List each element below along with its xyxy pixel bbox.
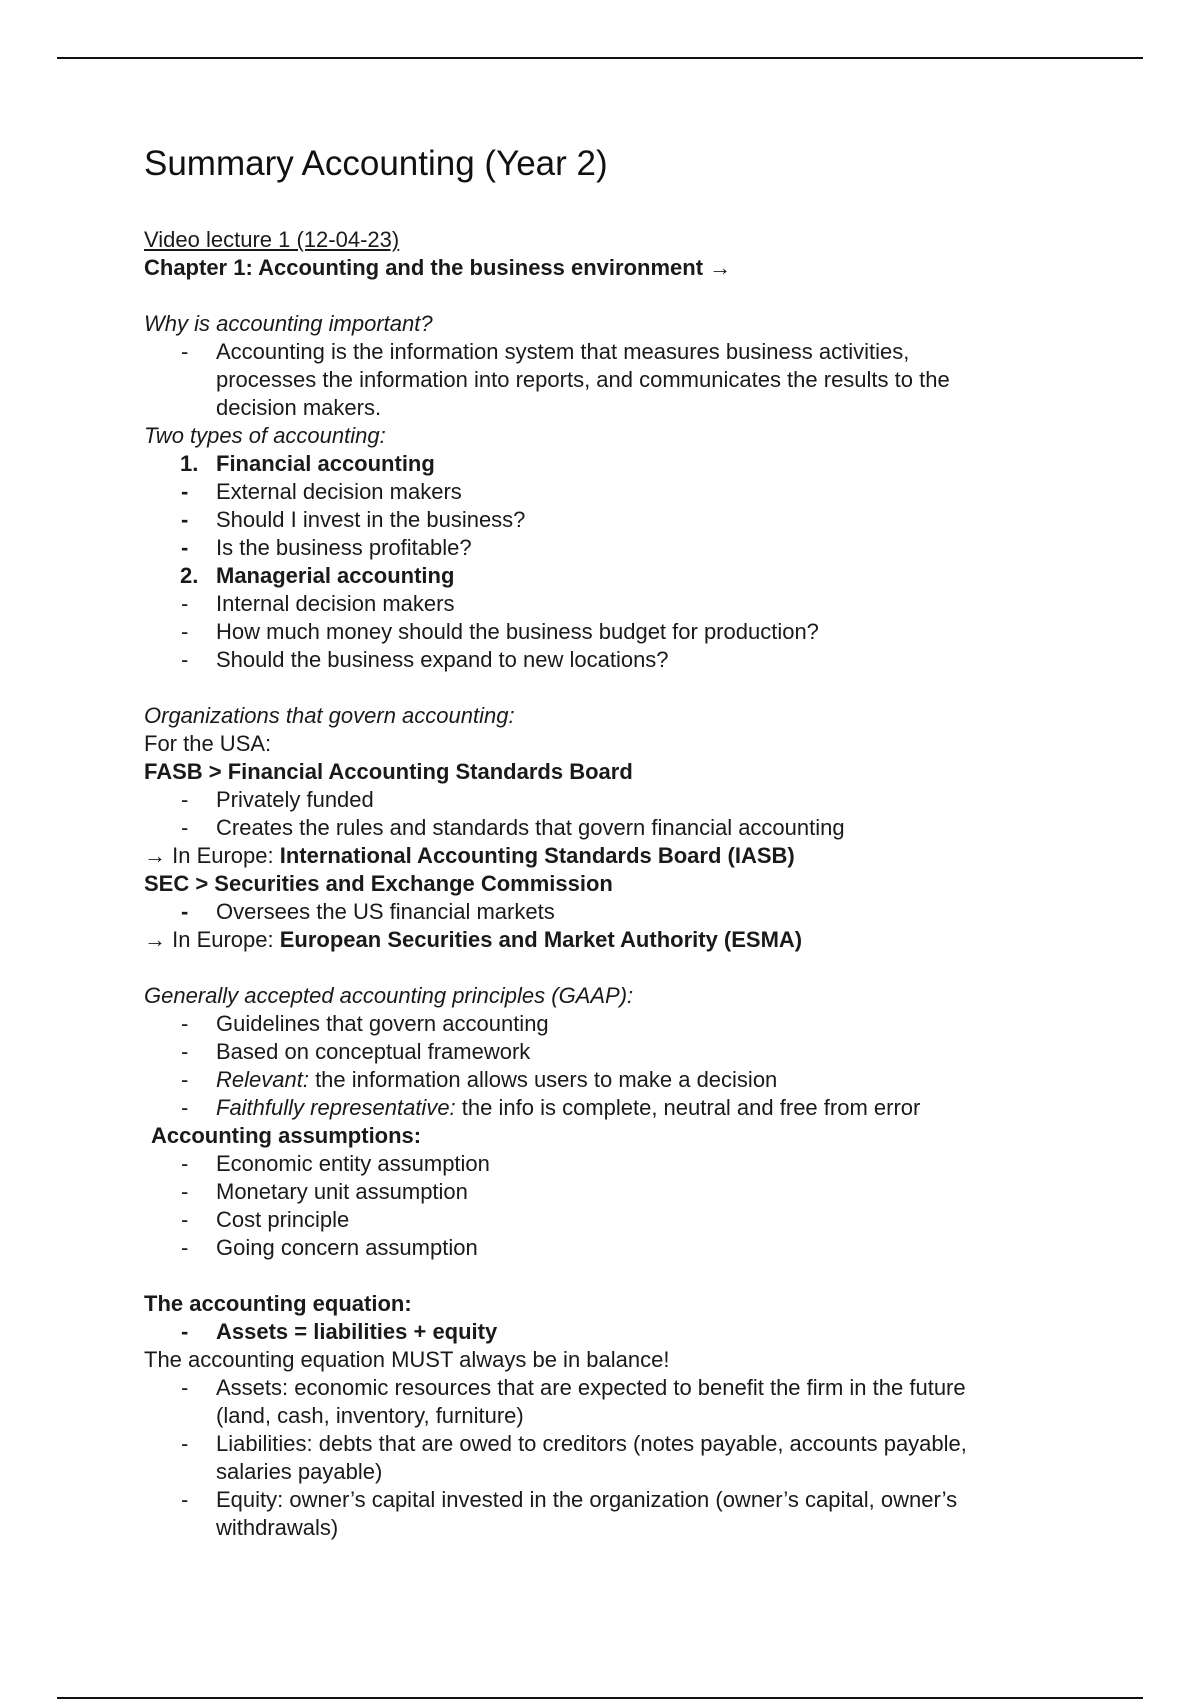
why-bullet-text: Accounting is the information system that measures business activities, processes the information into reports, and communicates the results to the decision makers. [216, 339, 950, 420]
equation-heading: The accounting equation: [144, 1291, 412, 1316]
types-heading: Two types of accounting: [144, 423, 386, 448]
list-item: - Is the business profitable? [181, 535, 472, 560]
list-item: - Cost principle [181, 1207, 350, 1232]
assumptions-heading: Accounting assumptions: [151, 1123, 422, 1148]
orgs-heading: Organizations that govern accounting: [144, 703, 515, 728]
top-rule [57, 57, 1143, 59]
sec-heading: SEC > Securities and Exchange Commission [144, 871, 613, 896]
list-item: - Economic entity assumption [181, 1151, 490, 1176]
list-item: - Guidelines that govern accounting [181, 1011, 549, 1036]
list-item: - How much money should the business budget for production? [181, 619, 819, 644]
list-item: - External decision makers [181, 479, 462, 504]
list-item: - Should the business expand to new locations? [181, 647, 669, 672]
lecture-heading: Video lecture 1 (12-04-23) [144, 227, 400, 252]
list-item: - Creates the rules and standards that govern financial accounting [181, 815, 845, 840]
list-item: - Accounting is the information system that measures business activities, processes the information into reports, and communicates the results to the decision makers. [144, 338, 1074, 422]
numbered-item-financial: 1. Financial accounting [180, 451, 435, 476]
list-item: - Internal decision makers [181, 591, 455, 616]
list-item: - Liabilities: debts that are owed to creditors (notes payable, accounts payable, salaries payable) [181, 1431, 967, 1484]
page-title: Summary Accounting (Year 2) [144, 144, 608, 183]
list-item: - Relevant: the information allows users to make a decision [181, 1067, 778, 1092]
fasb-heading: FASB > Financial Accounting Standards Board [144, 759, 633, 784]
europe-iasb-line: → In Europe: International Accounting Standards Board (IASB) [144, 843, 795, 868]
list-item: - Equity: owner’s capital invested in the organization (owner’s capital, owner’s withdrawals) [181, 1487, 958, 1540]
list-item: - Assets: economic resources that are expected to benefit the firm in the future (land, cash, inventory, furniture) [181, 1375, 966, 1428]
list-item: - Based on conceptual framework [181, 1039, 531, 1064]
document-body [144, 226, 1074, 1542]
bottom-rule [57, 1697, 1143, 1699]
europe-esma-line: → In Europe: European Securities and Market Authority (ESMA) [144, 927, 803, 952]
list-item: - Oversees the US financial markets [181, 899, 555, 924]
equation-balance-note: The accounting equation MUST always be in balance! [144, 1347, 670, 1372]
chapter-heading: Chapter 1: Accounting and the business environment → [144, 255, 732, 280]
list-item: - Privately funded [181, 787, 374, 812]
list-item: - Monetary unit assumption [181, 1179, 468, 1204]
equation-formula: - Assets = liabilities + equity [181, 1319, 498, 1344]
usa-label: For the USA: [144, 731, 272, 756]
numbered-item-managerial: 2. Managerial accounting [180, 563, 455, 588]
list-item: - Faithfully representative: the info is complete, neutral and free from error [181, 1095, 921, 1120]
list-item: - Going concern assumption [181, 1235, 478, 1260]
why-heading: Why is accounting important? [144, 311, 433, 336]
gaap-heading: Generally accepted accounting principles (GAAP): [144, 983, 634, 1008]
list-item: - Should I invest in the business? [181, 507, 526, 532]
